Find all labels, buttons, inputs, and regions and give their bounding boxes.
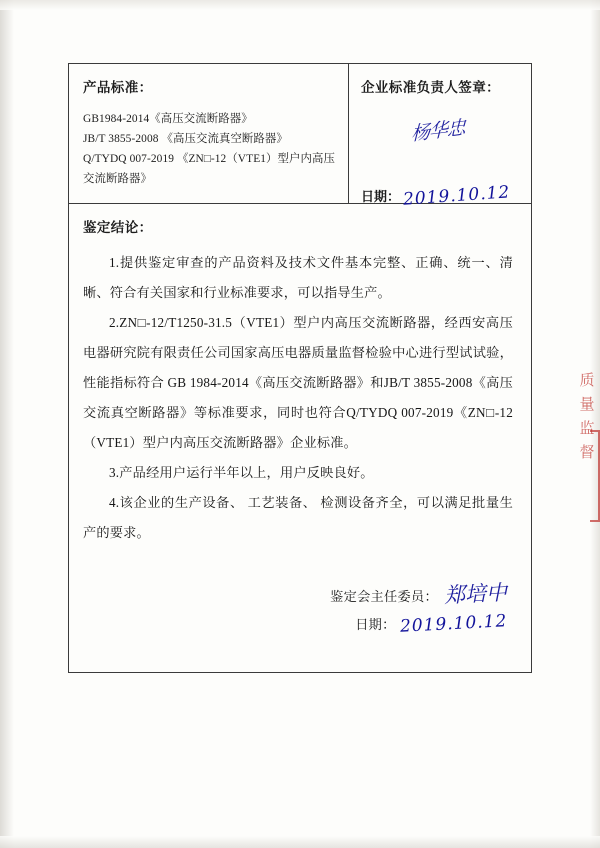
conclusion-paragraph: 2.ZN□-12/T1250-31.5（VTE1）型户内高压交流断路器，经西安高压电器研究院有限责任公司国家高压电器质量监督检验中心进行型试试验，性能指标符合 GB 1984-2014《高压交流断路器》和JB/T 3855-2008《高压交流真空断路器》等标准要求，同时也符合Q/TYDQ 007-2019《ZN□-12（VTE1）型户内高压交流断路器》企业标准。 <box>83 315 513 450</box>
enterprise-standard-signature-cell <box>349 64 531 210</box>
conclusion-paragraph: 3.产品经用户运行半年以上，用户反映良好。 <box>109 465 374 480</box>
table-row-header <box>69 64 531 210</box>
chairman-signature-block <box>83 578 513 637</box>
chairman-date-label: 日期： <box>355 617 396 632</box>
scan-edge-top <box>0 0 600 10</box>
scan-edge-left <box>0 0 14 848</box>
conclusion-paragraph: 4.该企业的生产设备、 工艺装备、 检测设备齐全，可以满足批量生产的要求。 <box>83 495 513 540</box>
chairman-label: 鉴定会主任委员： <box>330 589 438 604</box>
conclusion-title: 鉴定结论： <box>83 220 153 235</box>
signature-date-value: 2019.10.12 <box>402 182 511 210</box>
signature-date-label: 日期： <box>361 189 401 204</box>
conclusion-cell <box>69 204 531 672</box>
chairman-handwritten-signature: 郑培中 <box>443 580 508 608</box>
handwritten-signature: 杨华忠 <box>410 116 465 146</box>
standard-item: GB1984-2014《高压交流断路器》 <box>83 113 253 125</box>
conclusion-paragraph: 1.提供鉴定审查的产品资料及技术文件基本完整、正确、统一、清晰、符合有关国家和行业标准要求，可以指导生产。 <box>83 255 513 300</box>
red-stamp-border <box>590 430 600 522</box>
chairman-date-row <box>83 611 508 637</box>
product-standards-title: 产品标准： <box>83 80 153 95</box>
signature-date-row <box>361 182 511 210</box>
chairman-date-value: 2019.10.12 <box>399 611 508 637</box>
red-stamp-remnant: 质量监督 <box>579 371 595 461</box>
signature-cell-title: 企业标准负责人签章： <box>361 80 500 95</box>
standard-item: JB/T 3855-2008 《高压交流真空断路器》 <box>83 133 288 145</box>
chairman-signature-row <box>83 578 507 608</box>
product-standards-list <box>83 109 338 189</box>
product-standards-cell <box>69 64 349 203</box>
document-table <box>68 63 532 673</box>
scan-edge-bottom <box>0 836 600 848</box>
standard-item: Q/TYDQ 007-2019 《ZN□-12（VTE1）型户内高压交流断路器》 <box>83 153 335 185</box>
